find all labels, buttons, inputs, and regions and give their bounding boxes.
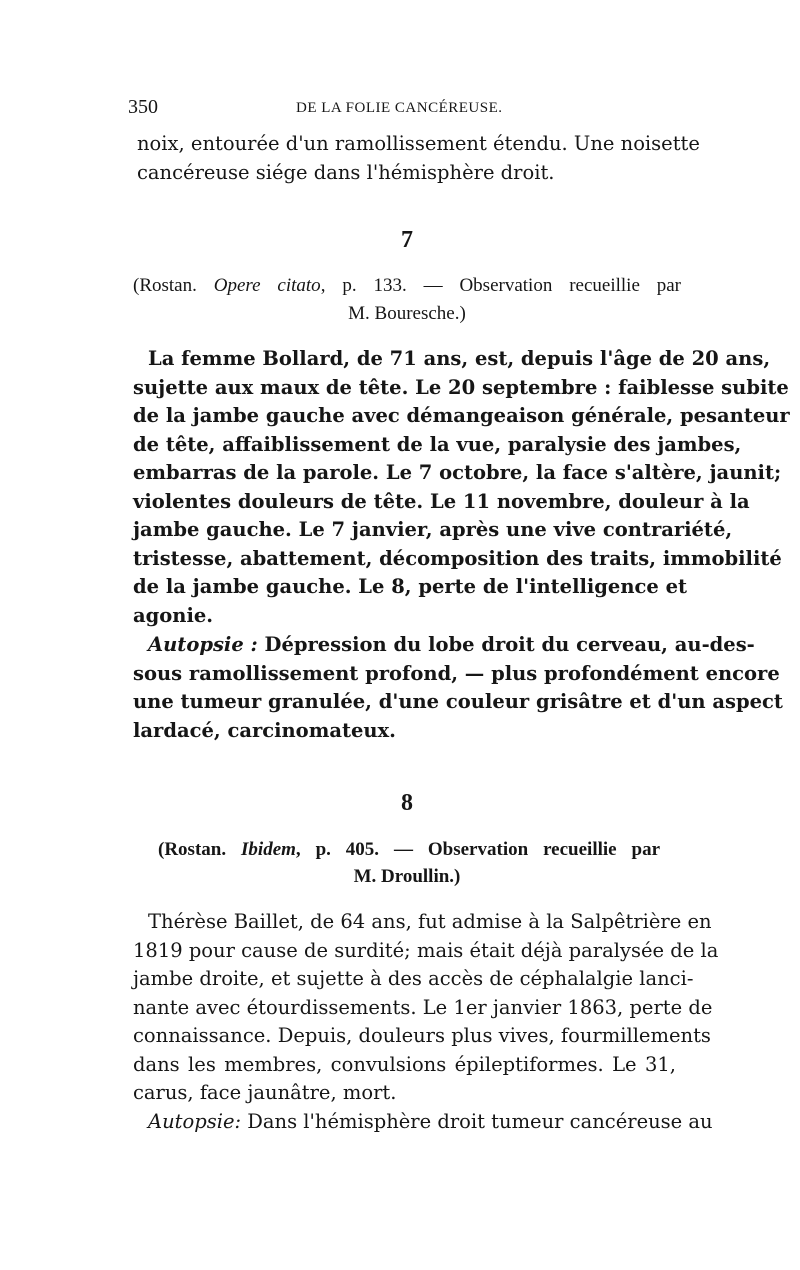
page-header	[128, 96, 668, 120]
text-line: La femme Bollard, de 71 ans, est, depuis l'âge de 20 ans,	[148, 347, 771, 370]
observation-citation	[133, 274, 681, 298]
text-line: nante avec étourdissements. Le 1er janvier 1863, perte de	[133, 996, 713, 1019]
text-line: de tête, affaiblissement de la vue, paralysie des jambes,	[133, 433, 742, 456]
running-head: DE LA FOLIE CANCÉREUSE.	[296, 100, 503, 116]
observation-citation	[158, 838, 660, 862]
text-line: lardacé, carcinomateux.	[133, 719, 396, 742]
page-number: 350	[128, 96, 158, 118]
citation-observer: M. Bouresche.)	[348, 303, 466, 324]
text-line: connaissance. Depuis, douleurs plus vives, fourmillements	[133, 1024, 711, 1047]
citation-observer: M. Droullin.)	[353, 866, 461, 887]
text-line: sous ramollissement profond, — plus profondément encore	[133, 662, 780, 685]
text-line: tristesse, abattement, décomposition des traits, immobilité	[133, 547, 782, 570]
citation-prefix: (Rostan.	[158, 839, 242, 860]
citation-work: Opere citato	[213, 275, 321, 296]
autopsy-line	[148, 633, 755, 657]
autopsy-label: Autopsie:	[148, 1110, 242, 1133]
text-line: Thérèse Baillet, de 64 ans, fut admise à la Salpêtrière en	[148, 910, 712, 933]
text-line: une tumeur granulée, d'une couleur grisâtre et d'un aspect	[133, 690, 783, 713]
autopsy-text: Dans l'hémisphère droit tumeur cancéreuse au	[241, 1110, 713, 1133]
autopsy-line	[148, 1110, 713, 1134]
text-line: sujette aux maux de tête. Le 20 septembre : faiblesse subite	[133, 376, 789, 399]
citation-prefix: (Rostan.	[133, 275, 214, 296]
text-line: noix, entourée d'un ramollissement étendu. Une noisette	[137, 132, 700, 155]
text-line: jambe gauche. Le 7 janvier, après une vive contrariété,	[133, 518, 733, 541]
text-line: dans les membres, convulsions épileptiformes. Le 31,	[133, 1053, 676, 1076]
text-line: jambe droite, et sujette à des accès de céphalalgie lanci-	[133, 967, 694, 990]
citation-suffix: , p. 405. — Observation recueillie par	[295, 839, 660, 860]
text-line: cancéreuse siége dans l'hémisphère droit.	[137, 161, 555, 184]
text-line: de la jambe gauche. Le 8, perte de l'intelligence et	[133, 575, 687, 598]
text-line: 1819 pour cause de surdité; mais était déjà paralysée de la	[133, 939, 719, 962]
text-line: embarras de la parole. Le 7 octobre, la face s'altère, jaunit;	[133, 461, 782, 484]
autopsy-label: Autopsie :	[148, 633, 258, 656]
text-line: violentes douleurs de tête. Le 11 novembre, douleur à la	[133, 490, 750, 513]
text-line: carus, face jaunâtre, mort.	[133, 1081, 397, 1104]
text-line: de la jambe gauche avec démangeaison générale, pesanteur	[133, 404, 790, 427]
observation-number: 7	[401, 227, 413, 253]
citation-work: Ibidem	[241, 839, 296, 860]
text-line: agonie.	[133, 604, 214, 627]
observation-number: 8	[401, 790, 413, 816]
citation-suffix: , p. 133. — Observation recueillie par	[320, 275, 682, 296]
autopsy-text: Dépression du lobe droit du cerveau, au-des-	[257, 633, 755, 656]
